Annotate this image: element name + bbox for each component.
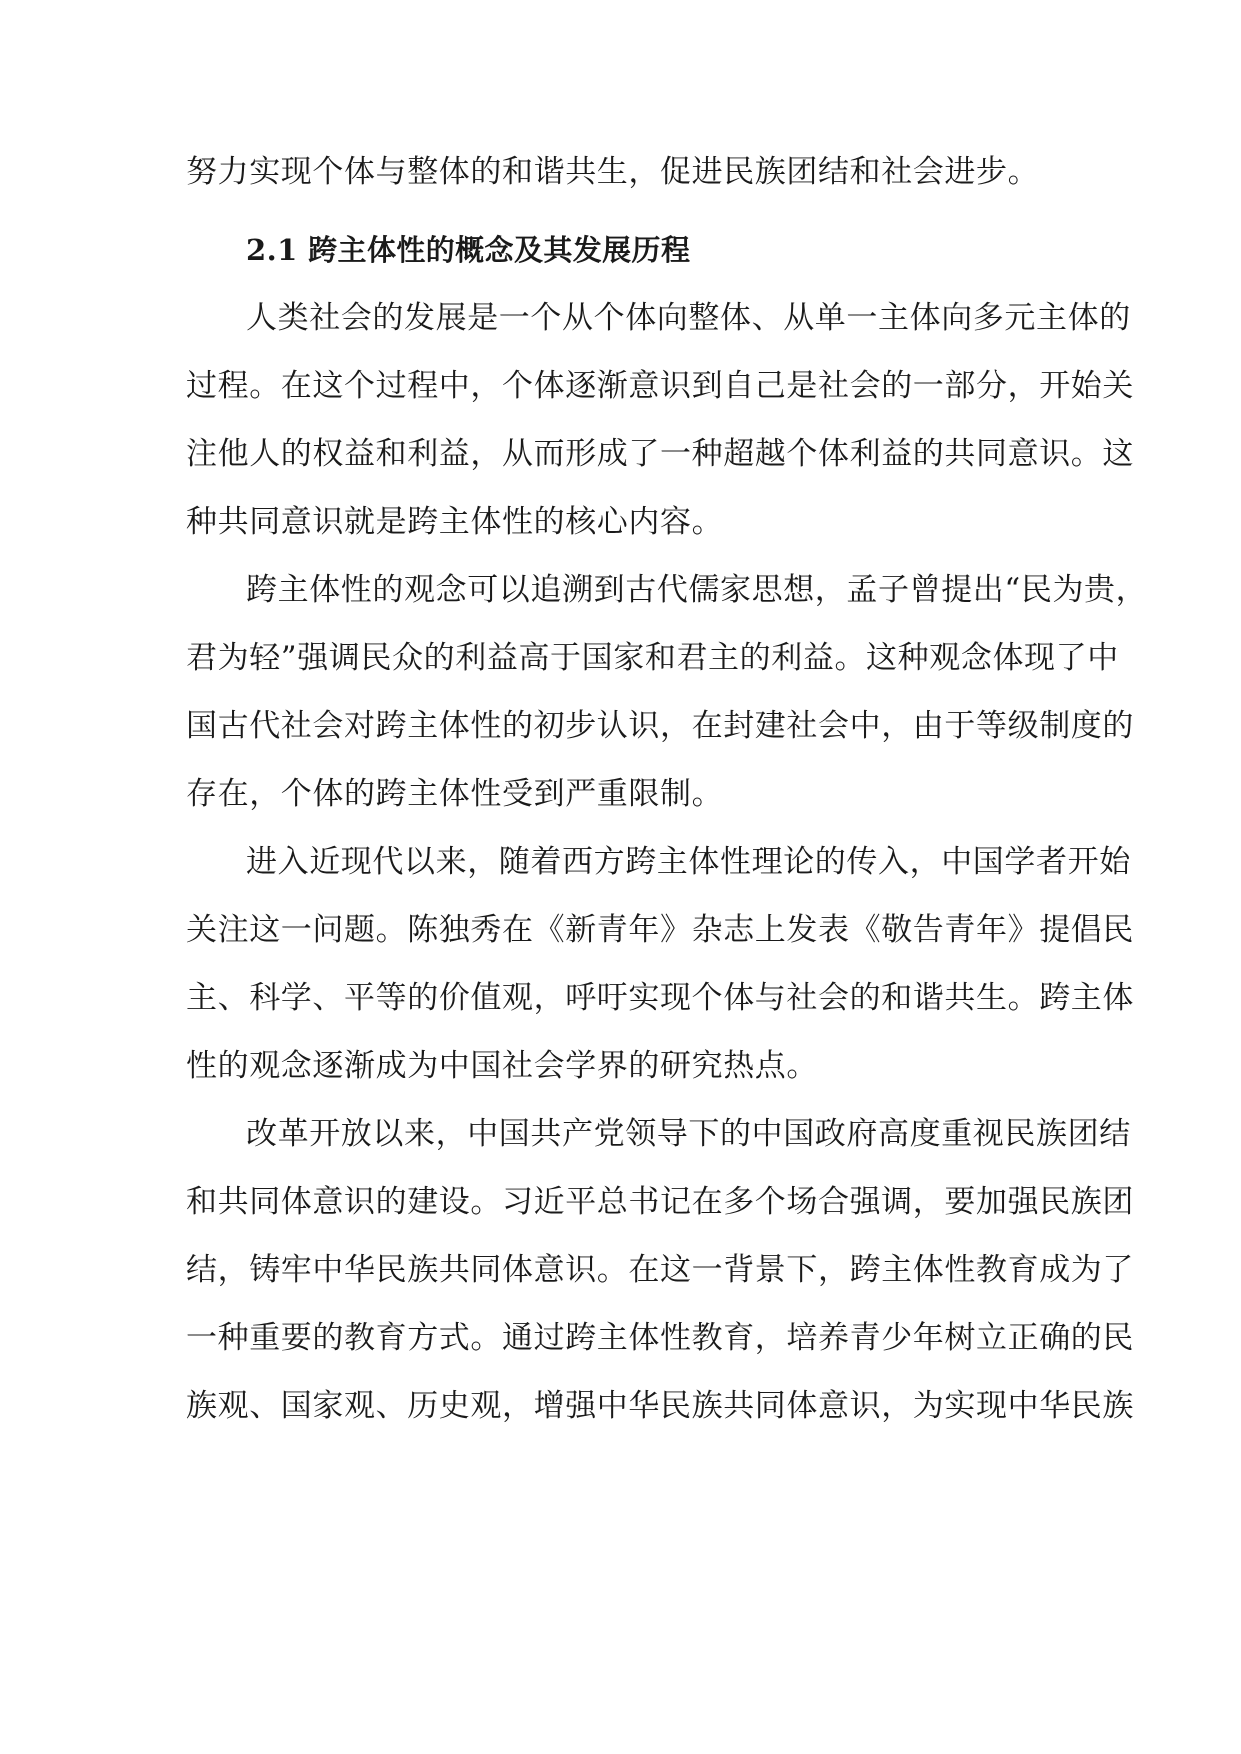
text-line: 进入近现代以来，随着西方跨主体性理论的传入，中国学者开始 [246,844,1131,880]
text-line: 一种重要的教育方式。通过跨主体性教育，培养青少年树立正确的民 [186,1320,1134,1356]
text-line: 注他人的权益和利益，从而形成了一种超越个体利益的共同意识。这 [186,436,1134,472]
text-line: 结，铸牢中华民族共同体意识。在这一背景下，跨主体性教育成为了 [186,1252,1134,1288]
text-line: 种共同意识就是跨主体性的核心内容。 [186,504,724,540]
text-line: 跨主体性的观念可以追溯到古代儒家思想，孟子曾提出“民为贵， [246,572,1148,608]
text-line: 性的观念逐渐成为中国社会学界的研究热点。 [186,1048,818,1084]
text-line: 努力实现个体与整体的和谐共生，促进民族团结和社会进步。 [186,154,1040,190]
text-line: 存在，个体的跨主体性受到严重限制。 [186,776,724,812]
text-line: 改革开放以来，中国共产党领导下的中国政府高度重视民族团结 [246,1116,1131,1152]
text-line: 国古代社会对跨主体性的初步认识，在封建社会中，由于等级制度的 [186,708,1134,744]
text-line: 族观、国家观、历史观，增强中华民族共同体意识，为实现中华民族 [186,1388,1134,1424]
text-line: 主、科学、平等的价值观，呼吁实现个体与社会的和谐共生。跨主体 [186,980,1134,1016]
text-line: 关注这一问题。陈独秀在《新青年》杂志上发表《敬告青年》提倡民 [186,912,1134,948]
section-heading: 2.1 跨主体性的概念及其发展历程 [246,233,691,267]
text-line: 人类社会的发展是一个从个体向整体、从单一主体向多元主体的 [246,300,1131,336]
text-line: 君为轻”强调民众的利益高于国家和君主的利益。这种观念体现了中 [186,640,1119,676]
text-line: 和共同体意识的建设。习近平总书记在多个场合强调，要加强民族团 [186,1184,1134,1220]
text-line: 过程。在这个过程中，个体逐渐意识到自己是社会的一部分，开始关 [186,368,1134,404]
